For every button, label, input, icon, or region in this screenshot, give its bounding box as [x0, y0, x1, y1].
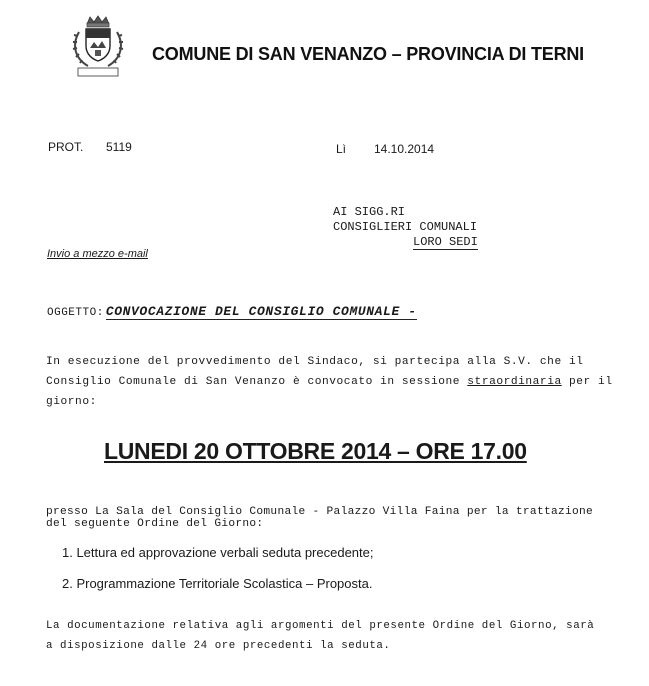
session-type: straordinaria [467, 376, 562, 388]
protocol-label: PROT. [48, 140, 84, 154]
venue-line: presso La Sala del Consiglio Comunale - Palazzo Villa Faina per la trattazione [46, 506, 594, 518]
intro-line [46, 376, 613, 388]
subject-row [47, 302, 417, 320]
intro-line: giorno: [46, 396, 97, 408]
recipient-line: CONSIGLIERI COMUNALI [333, 220, 478, 234]
subject-text: CONVOCAZIONE DEL CONSIGLIO COMUNALE - [105, 304, 417, 319]
municipality-title: COMUNE DI SAN VENANZO – PROVINCIA DI TERNI [152, 44, 584, 64]
closing-line: La documentazione relativa agli argomenti del presente Ordine del Giorno, sarà [46, 620, 595, 632]
closing-line: a disposizione dalle 24 ore precedenti la seduta. [46, 640, 391, 652]
recipients-block [333, 205, 478, 250]
agenda-item: 2. Programmazione Territoriale Scolastica – Proposta. [62, 576, 373, 591]
meeting-date-heading: LUNEDI 20 OTTOBRE 2014 – ORE 17.00 [104, 438, 527, 464]
intro-text: Consiglio Comunale di San Venanzo è convocato in sessione [46, 376, 468, 388]
intro-line: In esecuzione del provvedimento del Sindaco, si partecipa alla S.V. che il [46, 356, 584, 368]
recipient-line: AI SIGG.RI [333, 205, 406, 219]
place-label: Lì [336, 142, 347, 156]
document-date: 14.10.2014 [374, 142, 435, 156]
recipient-line: LORO SEDI [413, 235, 478, 249]
protocol-number: 5119 [106, 140, 132, 154]
send-method-note: Invio a mezzo e-mail [47, 248, 148, 260]
municipal-crest-logo [70, 14, 126, 80]
subject-label: OGGETTO: [47, 307, 104, 319]
venue-line: del seguente Ordine del Giorno: [46, 518, 264, 530]
intro-text: per il [561, 376, 613, 388]
agenda-item: 1. Lettura ed approvazione verbali seduta precedente; [62, 545, 374, 560]
